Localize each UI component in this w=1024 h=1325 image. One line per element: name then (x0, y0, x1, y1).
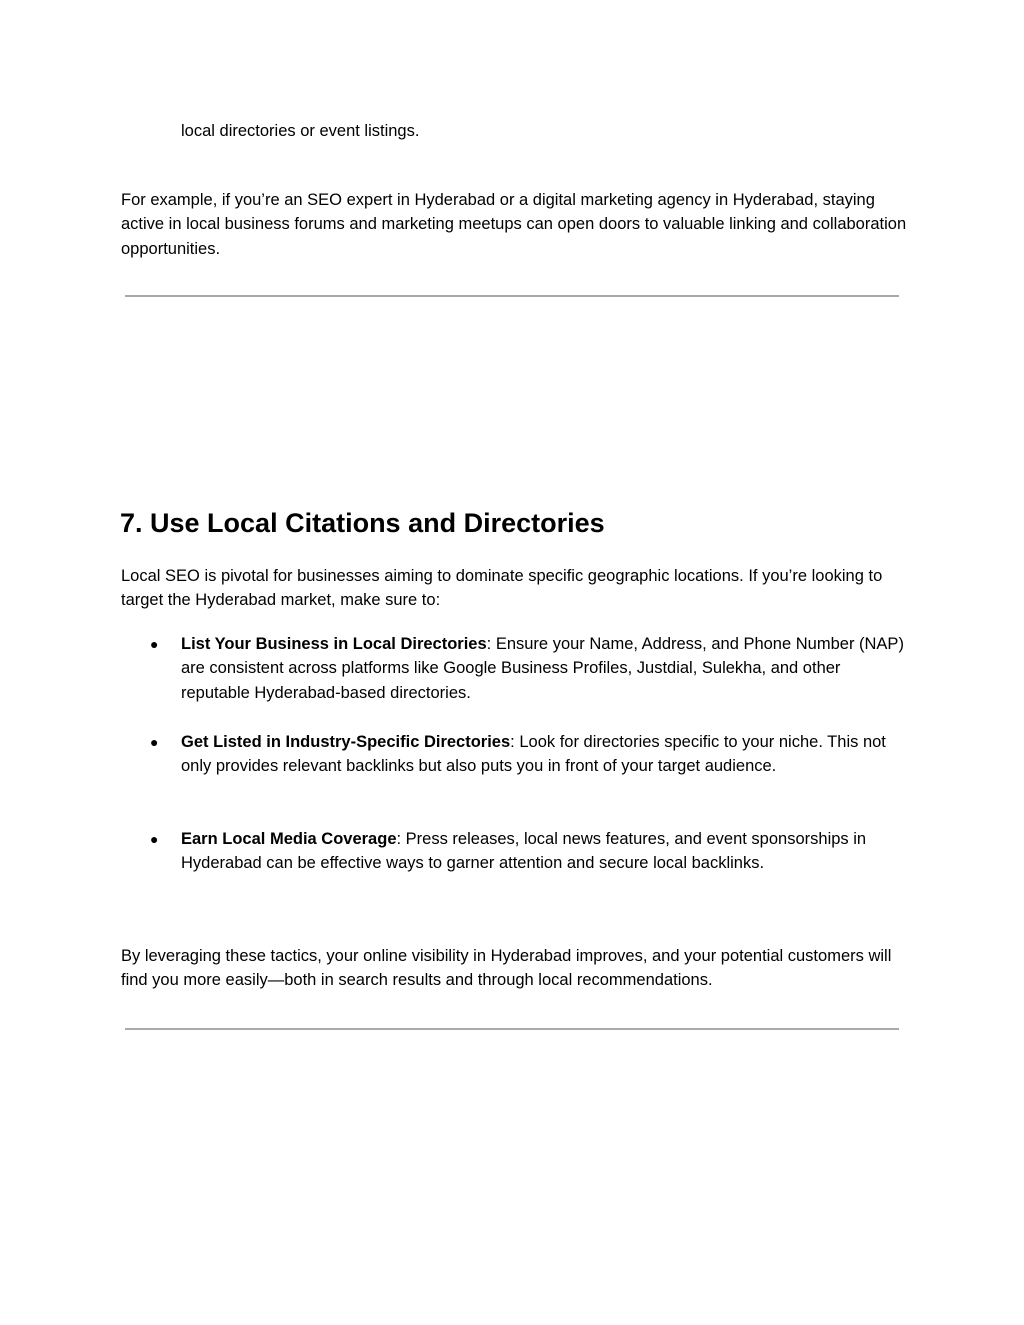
list-item-title: Get Listed in Industry-Specific Directories (181, 733, 511, 751)
section-intro-paragraph: Local SEO is pivotal for businesses aiming to dominate specific geographic locations. If you’re looking to target the Hyderabad market, make sure to: (121, 567, 883, 610)
closing-paragraph: By leveraging these tactics, your online visibility in Hyderabad improves, and your potential customers will find you more easily—both in search results and through local recommendations. (121, 947, 892, 990)
list-item (150, 730, 906, 779)
list-item-title: Earn Local Media Coverage (181, 830, 397, 848)
horizontal-divider (125, 1028, 899, 1030)
list-item-text: : Ensure your Name, Address, and Phone Number (NAP) are consistent across platforms like Google Business Profiles, Justdial, Sulekha, and other reputable Hyderabad-based directories. (181, 635, 904, 702)
horizontal-divider (125, 295, 899, 297)
list-item-text: : Look for directories specific to your niche. This not only provides relevant backlinks but also puts you in front of your target audience. (181, 733, 886, 776)
bullet-icon: ● (150, 636, 159, 652)
list-item-title: List Your Business in Local Directories (181, 635, 487, 653)
bullet-icon: ● (150, 734, 159, 750)
bullet-icon: ● (150, 831, 159, 847)
list-item (150, 632, 906, 705)
list-item-text: : Press releases, local news features, and event sponsorships in Hyderabad can be effective ways to garner attention and secure local backlinks. (181, 830, 867, 873)
intro-paragraph: For example, if you’re an SEO expert in Hyderabad or a digital marketing agency in Hyderabad, staying active in local business forums and marketing meetups can open doors to valuable linking and collaboration opportunities. (121, 191, 907, 258)
section-heading: 7. Use Local Citations and Directories (120, 508, 605, 538)
list-item (150, 827, 906, 876)
continuation-text: local directories or event listings. (181, 122, 420, 140)
